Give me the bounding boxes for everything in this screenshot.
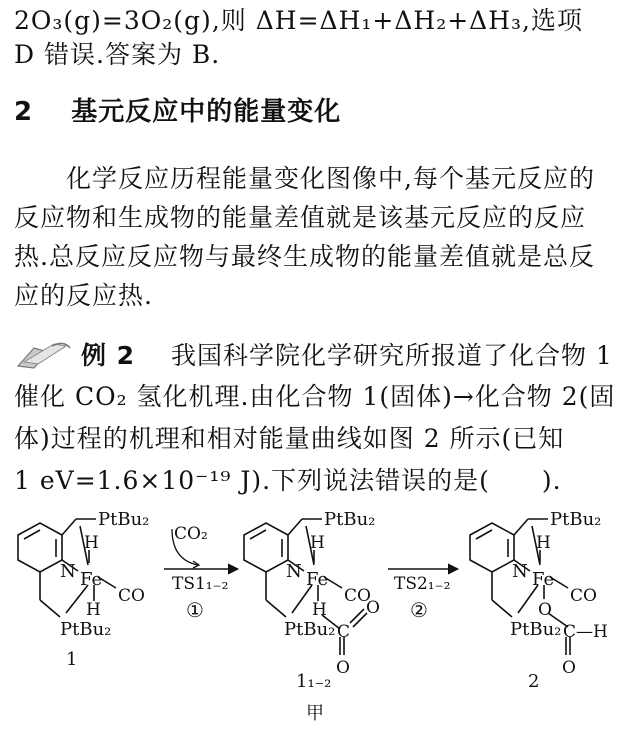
example-line-2: 催化 CO₂ 氢化机理.由化合物 1(固体)→化合物 2(固 bbox=[14, 382, 616, 411]
intermediate-carbonyl: CO bbox=[344, 586, 371, 606]
step-1-marker: ① bbox=[186, 598, 204, 622]
compound-2-o-atom: O bbox=[538, 600, 552, 620]
example-line-4: 1 eV=1.6×10⁻¹⁹ J).下列说法错误的是( ). bbox=[14, 466, 562, 495]
compound-1-label: 1 bbox=[66, 649, 78, 670]
example-pen-icon bbox=[14, 340, 72, 370]
compound-2-formyl-h: —H bbox=[576, 622, 608, 642]
compound-1-carbonyl: CO bbox=[118, 586, 145, 606]
body-line-3: 热.总反应反应物与最终生成物的能量差值就是总反 bbox=[14, 242, 595, 271]
compound-2-n-atom: N bbox=[512, 561, 528, 582]
arrow-step-2 bbox=[388, 564, 458, 622]
compound-2-ptbu-upper: PtBu₂ bbox=[550, 509, 602, 530]
ts2-label: TS2₁₋₂ bbox=[394, 574, 451, 594]
compound-2-fe-atom: Fe bbox=[532, 569, 555, 590]
intermediate-hydride-top: H bbox=[310, 533, 325, 553]
section-number: 2 bbox=[14, 97, 34, 127]
compound-1-ptbu-upper: PtBu₂ bbox=[98, 509, 150, 530]
body-line-4: 应的反应热. bbox=[14, 281, 153, 310]
compound-1-hydride-top: H bbox=[84, 533, 99, 553]
body-line-2: 反应物和生成物的能量差值就是该基元反应的反应 bbox=[14, 203, 587, 232]
intermediate-ptbu-lower: PtBu₂ bbox=[284, 619, 336, 640]
example-line-3: 体)过程的机理和相对能量曲线如图 2 所示(已知 bbox=[14, 424, 565, 453]
compound-2-c-atom: C bbox=[563, 622, 577, 642]
compound-2-ptbu-lower: PtBu₂ bbox=[510, 619, 562, 640]
intermediate-n-atom: N bbox=[286, 561, 302, 582]
step-2-marker: ② bbox=[410, 598, 428, 622]
reagent-co2: CO₂ bbox=[174, 524, 208, 544]
example-label: 例 2 bbox=[80, 341, 136, 370]
intermediate-o-upper: O bbox=[366, 598, 380, 618]
compound-2-carbonyl: CO bbox=[570, 586, 597, 606]
example-line-1 bbox=[14, 340, 613, 371]
intermediate-label: 1₁₋₂ bbox=[296, 671, 332, 692]
figure-label: 甲 bbox=[306, 703, 324, 724]
compound-1-n-atom: N bbox=[60, 561, 76, 582]
reaction-scheme bbox=[0, 505, 632, 730]
text-line-2: D 错误.答案为 B. bbox=[14, 40, 221, 69]
compound-2-label: 2 bbox=[528, 671, 540, 692]
text-line-1: 2O₃(g)=3O₂(g),则 ΔH=ΔH₁+ΔH₂+ΔH₃,选项 bbox=[14, 6, 583, 35]
compound-1-fe-atom: Fe bbox=[80, 569, 103, 590]
arrow-step-1 bbox=[164, 524, 238, 622]
section-title: 基元反应中的能量变化 bbox=[71, 97, 342, 127]
intermediate-ptbu-upper: PtBu₂ bbox=[324, 509, 376, 530]
section-heading bbox=[14, 97, 341, 127]
compound-1-ptbu-lower: PtBu₂ bbox=[60, 619, 112, 640]
intermediate-fe-atom: Fe bbox=[306, 569, 329, 590]
intermediate-c-atom: C bbox=[337, 622, 351, 642]
intermediate-hydride-bottom: H bbox=[312, 600, 327, 620]
compound-2-o-lower: O bbox=[562, 658, 576, 678]
intermediate-o-lower: O bbox=[336, 658, 350, 678]
compound-1-hydride-bottom: H bbox=[86, 600, 101, 620]
body-line-1: 化学反应历程能量变化图像中,每个基元反应的 bbox=[66, 164, 595, 193]
compound-2-hydride: H bbox=[536, 533, 551, 553]
ts1-label: TS1₁₋₂ bbox=[172, 574, 229, 594]
example-text: 我国科学院化学研究所报道了化合物 1 bbox=[170, 341, 613, 370]
